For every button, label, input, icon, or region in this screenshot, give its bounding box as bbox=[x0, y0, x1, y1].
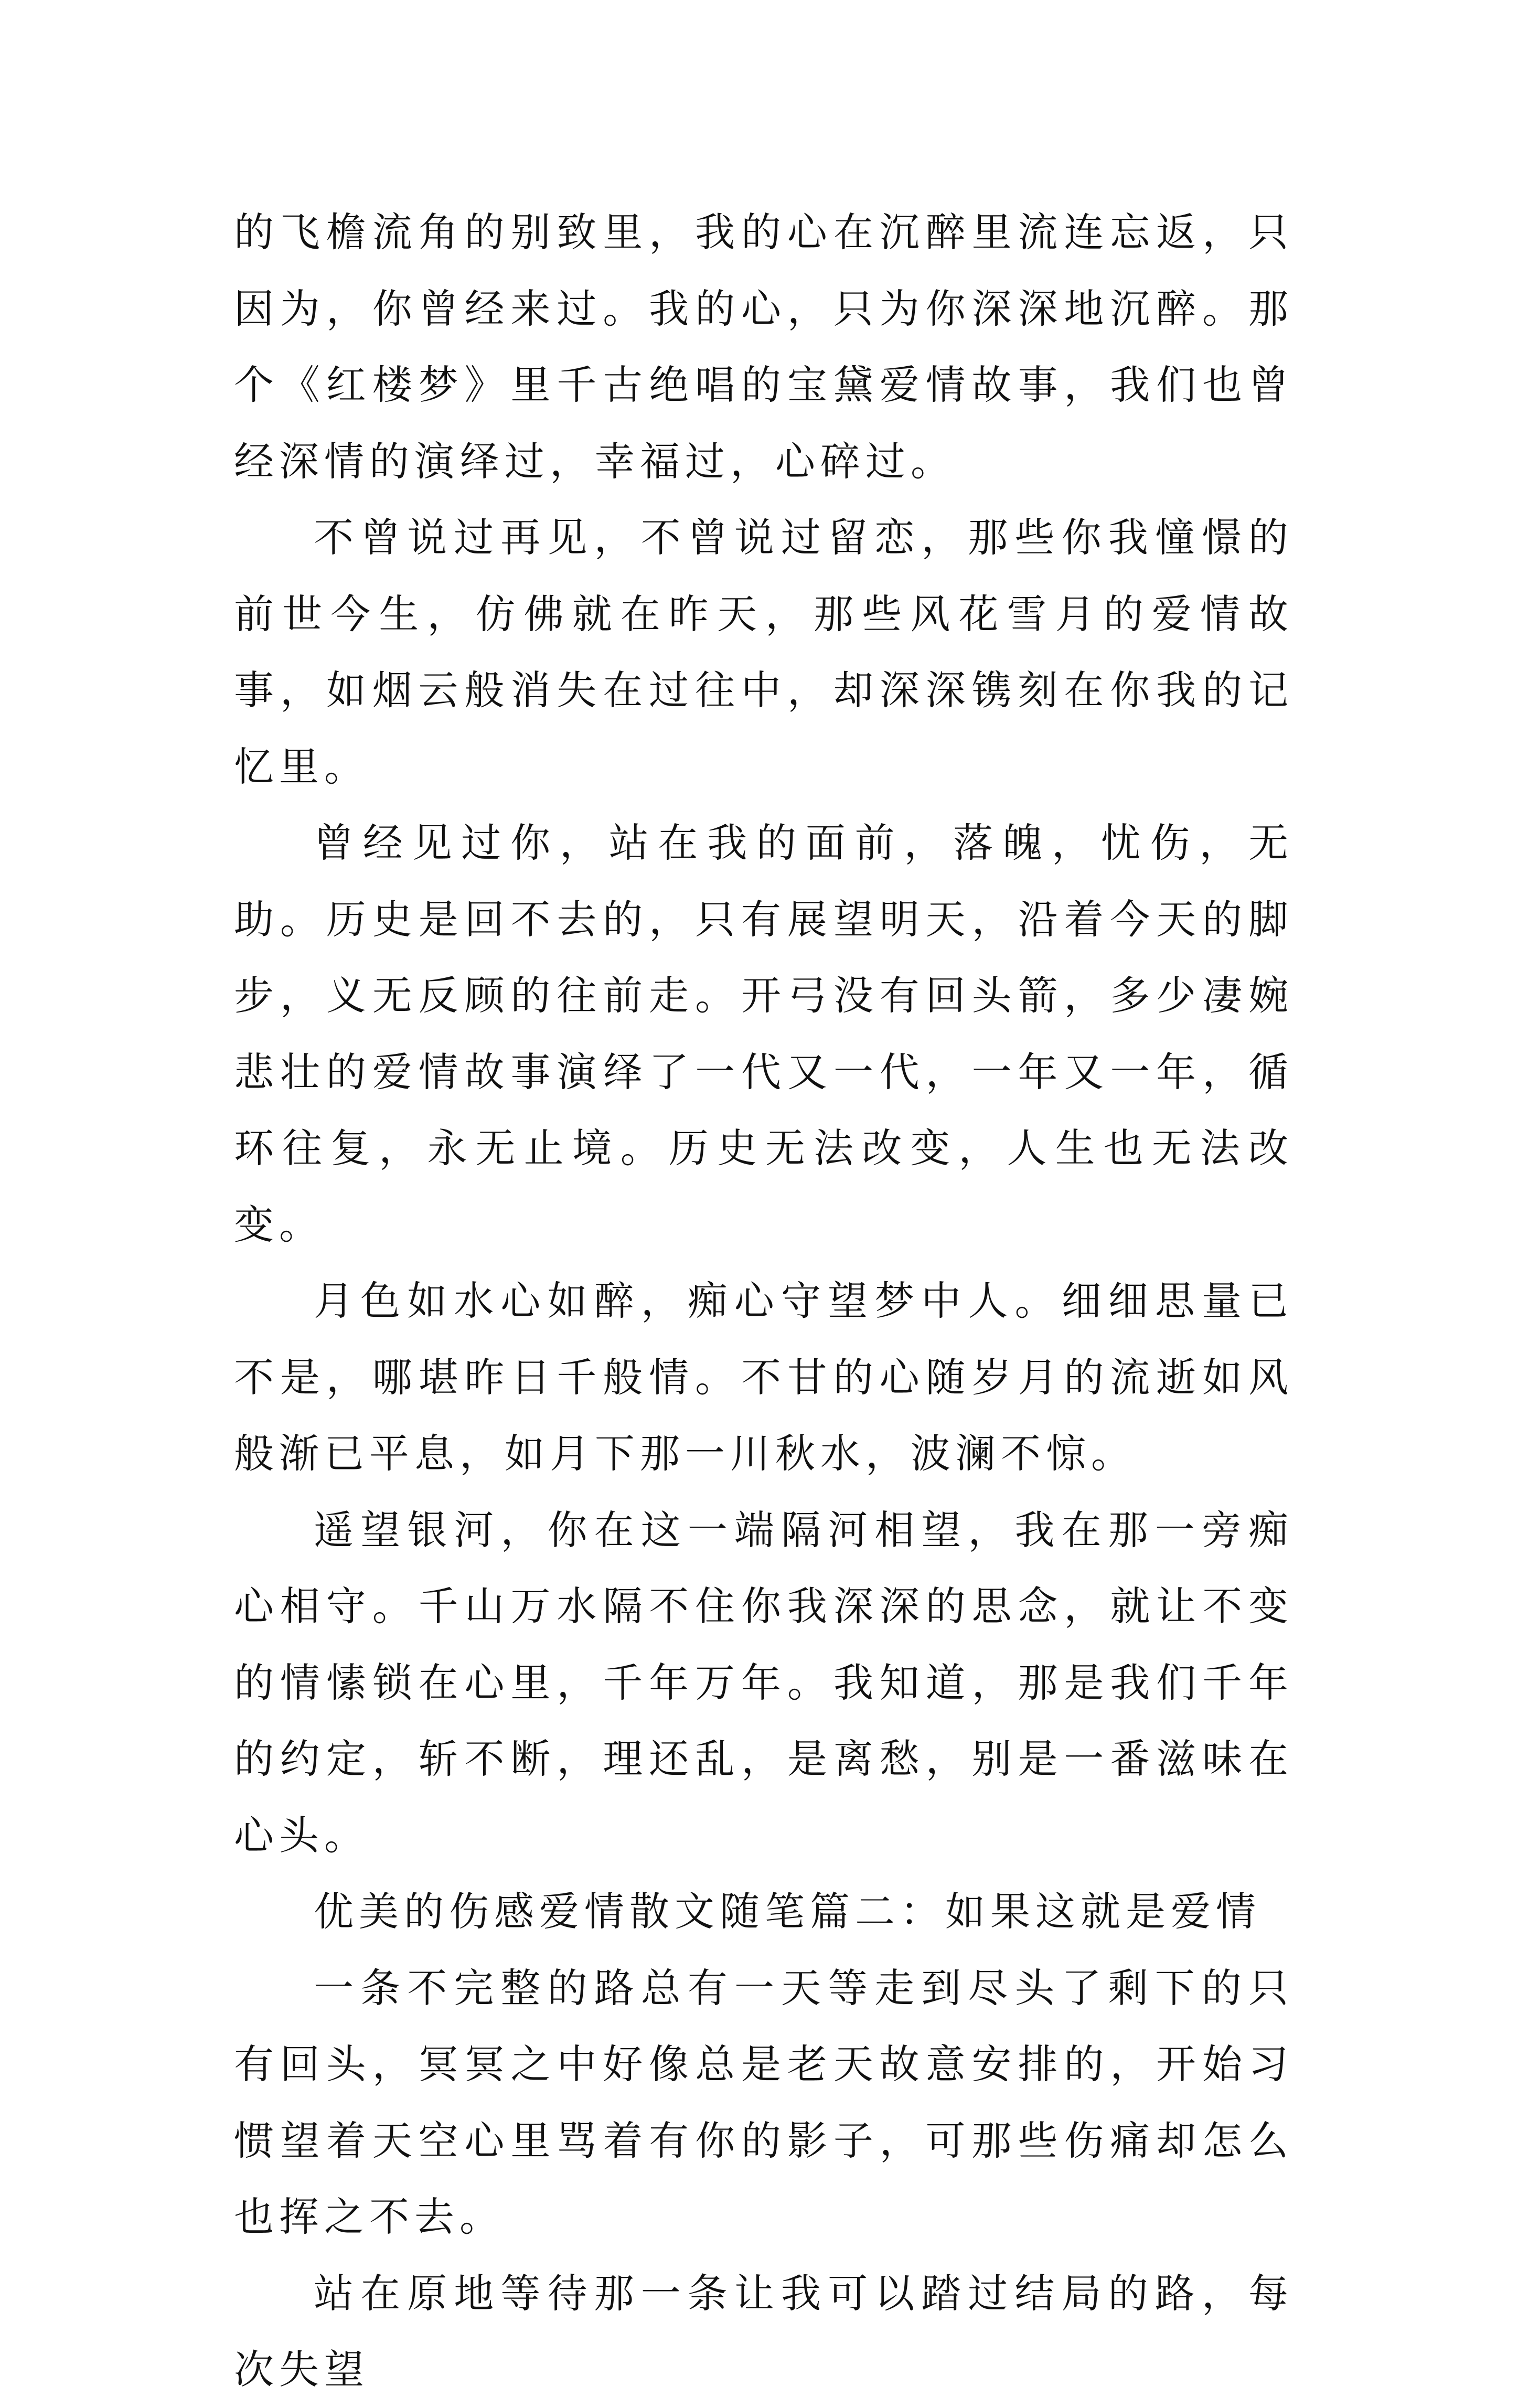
paragraph: 一条不完整的路总有一天等走到尽头了剩下的只有回头，冥冥之中好像总是老天故意安排的，开始习惯望着天空心里骂着有你的影子，可那些伤痛却怎么也挥之不去。 bbox=[234, 1964, 1293, 2240]
paragraph: 遥望银河，你在这一端隔河相望，我在那一旁痴心相守。千山万水隔不住你我深深的思念，就让不变的情愫锁在心里，千年万年。我知道，那是我们千年的约定，斩不断，理还乱，是离愁，别是一番滋味在心头。 bbox=[234, 1506, 1293, 1859]
section-heading: 优美的伤感爱情散文随笔篇二：如果这就是爱情 bbox=[314, 1888, 1261, 1935]
paragraph: 站在原地等待那一条让我可以踏过结局的路，每次失望 bbox=[234, 2270, 1293, 2393]
paragraph-continued: 的飞檐流角的别致里，我的心在沉醉里流连忘返，只因为，你曾经来过。我的心，只为你深深地沉醉。那个《红楼梦》里千古绝唱的宝黛爱情故事，我们也曾经深情的演绎过，幸福过，心碎过。 bbox=[234, 209, 1293, 485]
document-body bbox=[234, 194, 1293, 2408]
paragraph: 不曾说过再见，不曾说过留恋，那些你我憧憬的前世今生，仿佛就在昨天，那些风花雪月的爱情故事，如烟云般消失在过往中，却深深镌刻在你我的记忆里。 bbox=[234, 514, 1293, 790]
paragraph: 曾经见过你，站在我的面前，落魄，忧伤，无助。历史是回不去的，只有展望明天，沿着今天的脚步，义无反顾的往前走。开弓没有回头箭，多少凄婉悲壮的爱情故事演绎了一代又一代，一年又一年，循环往复，永无止境。历史无法改变，人生也无法改变。 bbox=[234, 819, 1293, 1248]
paragraph: 月色如水心如醉，痴心守望梦中人。细细思量已不是，哪堪昨日千般情。不甘的心随岁月的流逝如风般渐已平息，如月下那一川秋水，波澜不惊。 bbox=[234, 1277, 1293, 1477]
